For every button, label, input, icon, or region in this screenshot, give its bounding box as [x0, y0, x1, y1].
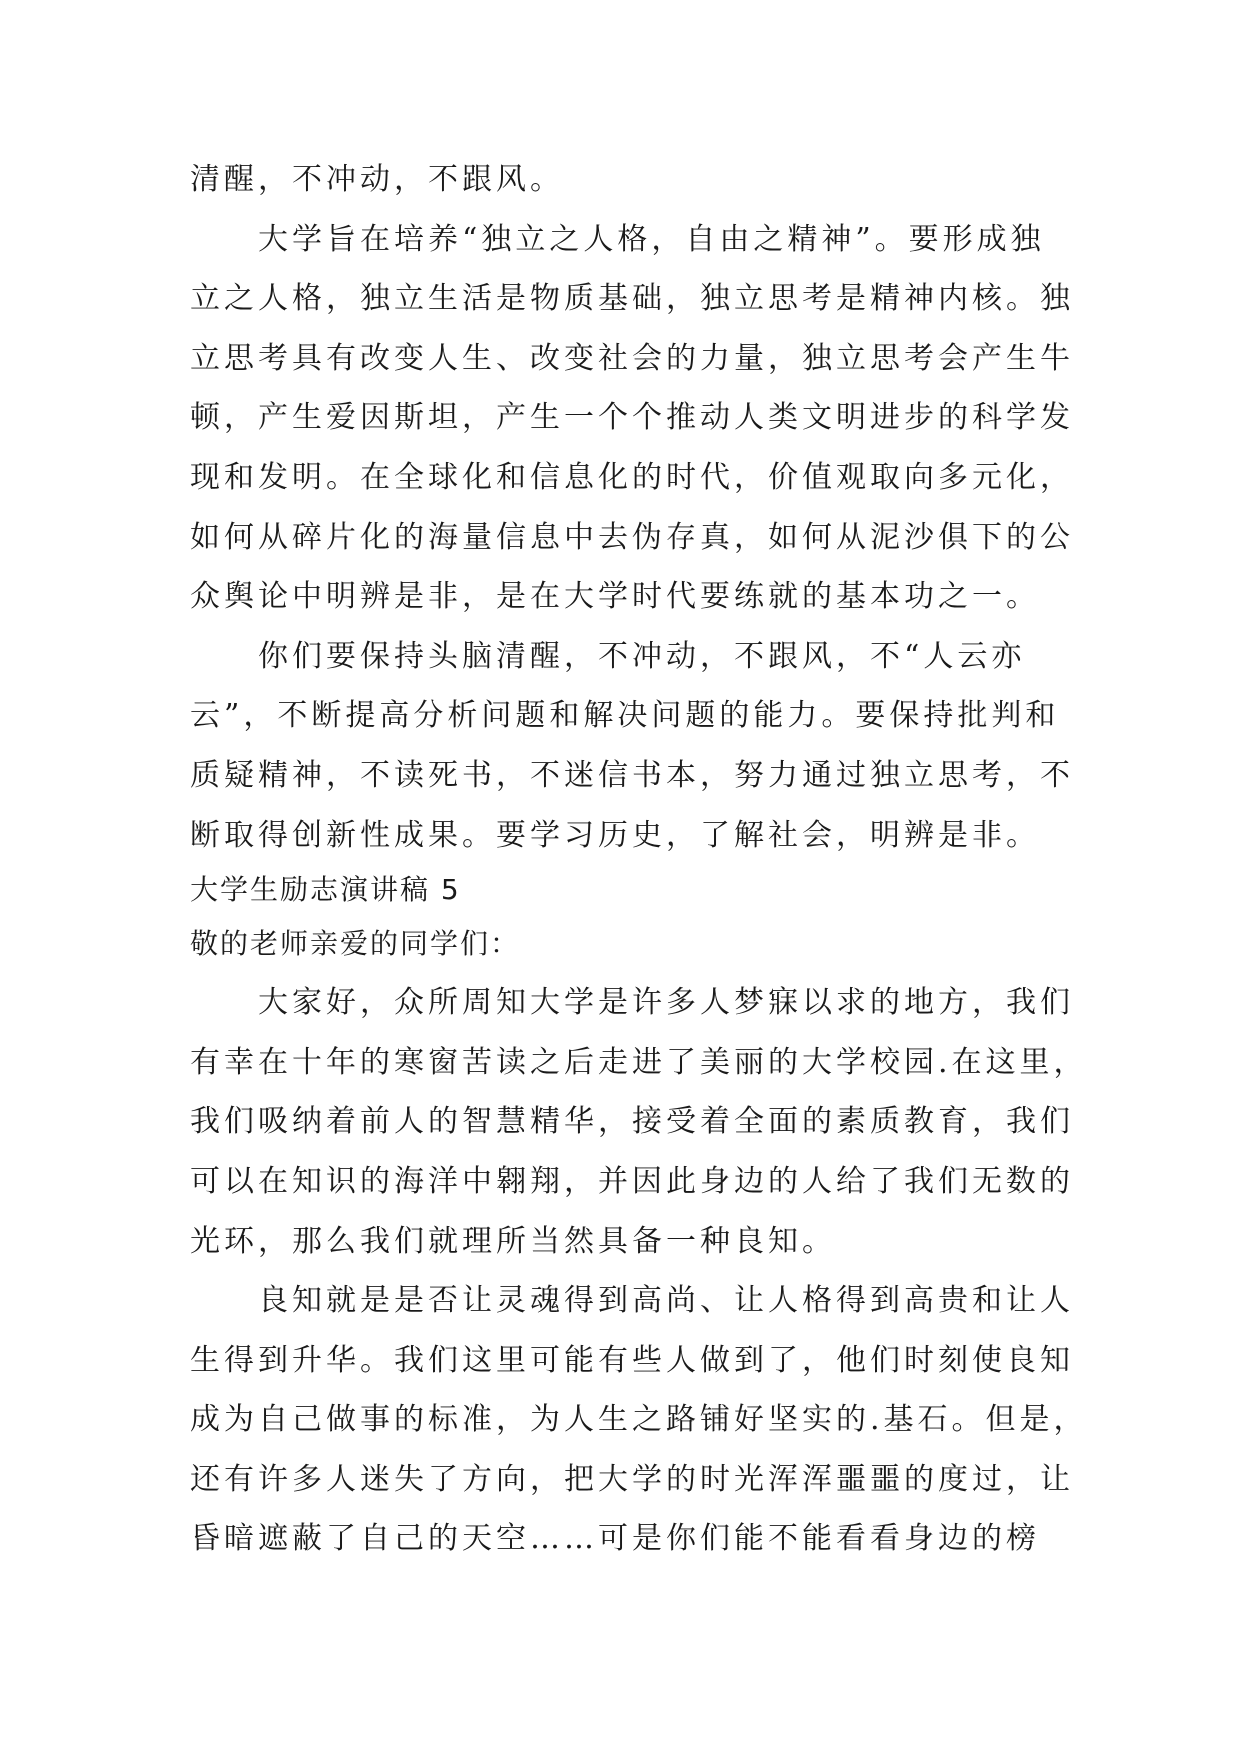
document-body	[190, 150, 1088, 1569]
text-line: 众舆论中明辨是非，是在大学时代要练就的基本功之一。	[190, 579, 1040, 615]
text-line: 可以在知识的海洋中翱翔，并因此身边的人给了我们无数的	[190, 1163, 1074, 1199]
paragraph-start-line: 大家好，众所周知大学是许多人梦寐以求的地方，我们	[258, 985, 1074, 1021]
paragraph-start-line: 你们要保持头脑清醒，不冲动，不跟风，不“人云亦	[258, 638, 1026, 674]
text-line: 断取得创新性成果。要学习历史，了解社会，明辨是非。	[190, 817, 1040, 853]
paragraph-start-line: 大学旨在培养“独立之人格，自由之精神”。要形成独	[258, 221, 1045, 257]
text-line: 还有许多人迷失了方向，把大学的时光浑浑噩噩的度过，让	[190, 1461, 1074, 1497]
salutation-line: 敬的老师亲爱的同学们：	[190, 927, 521, 961]
text-line: 云”，不断提高分析问题和解决问题的能力。要保持批判和	[190, 698, 1060, 734]
text-line: 光环，那么我们就理所当然具备一种良知。	[190, 1223, 836, 1259]
paragraph-start-line: 良知就是是否让灵魂得到高尚、让人格得到高贵和让人	[258, 1283, 1074, 1319]
text-line: 如何从碎片化的海量信息中去伪存真，如何从泥沙俱下的公	[190, 519, 1074, 555]
text-line: 质疑精神，不读死书，不迷信书本，努力通过独立思考，不	[190, 757, 1074, 793]
text-line: 立思考具有改变人生、改变社会的力量，独立思考会产生牛	[190, 340, 1074, 376]
text-line: 现和发明。在全球化和信息化的时代，价值观取向多元化，	[190, 459, 1074, 495]
text-line: 有幸在十年的寒窗苦读之后走进了美丽的大学校园.在这里，	[190, 1044, 1088, 1080]
text-line: 我们吸纳着前人的智慧精华，接受着全面的素质教育，我们	[190, 1104, 1074, 1140]
text-line: 顿，产生爱因斯坦，产生一个个推动人类文明进步的科学发	[190, 400, 1074, 436]
text-line: 生得到升华。我们这里可能有些人做到了，他们时刻使良知	[190, 1342, 1074, 1378]
text-line: 立之人格，独立生活是物质基础，独立思考是精神内核。独	[190, 281, 1074, 317]
section-heading: 大学生励志演讲稿 5	[190, 873, 461, 907]
text-line: 昏暗遮蔽了自己的天空……可是你们能不能看看身边的榜	[190, 1521, 1040, 1557]
text-line: 成为自己做事的标准，为人生之路铺好坚实的.基石。但是，	[190, 1402, 1088, 1438]
text-line: 清醒，不冲动，不跟风。	[190, 162, 564, 197]
